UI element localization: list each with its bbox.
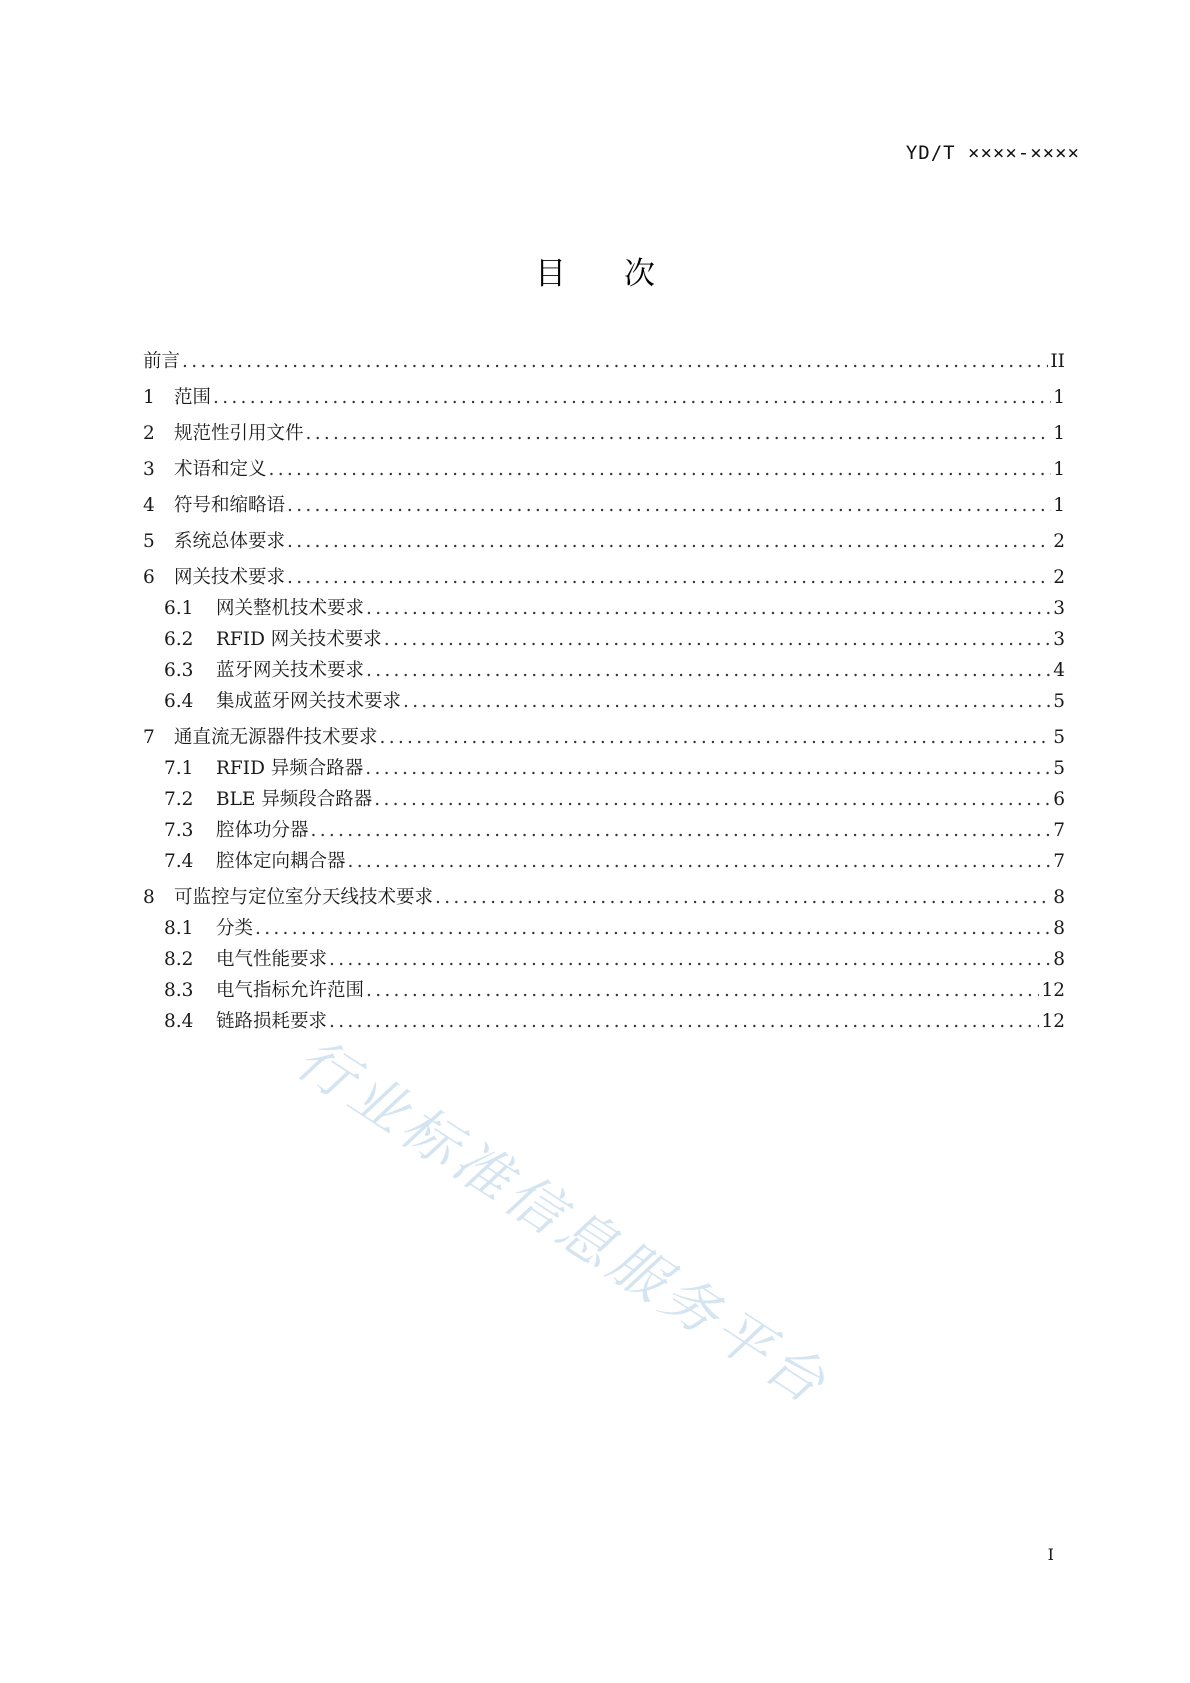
dot-leader bbox=[366, 597, 1051, 621]
toc-entry-label: 规范性引用文件 bbox=[174, 423, 304, 444]
toc-entry-number: 8.2 bbox=[164, 949, 194, 970]
toc-entry[interactable] bbox=[143, 597, 1065, 621]
toc-entry-page: 3 bbox=[1053, 598, 1065, 619]
toc-entry[interactable] bbox=[143, 886, 1065, 910]
toc-entry[interactable] bbox=[143, 850, 1065, 874]
dot-leader bbox=[329, 948, 1051, 972]
toc-entry[interactable] bbox=[143, 659, 1065, 683]
toc-entry[interactable] bbox=[143, 350, 1065, 374]
dot-leader bbox=[366, 979, 1039, 1003]
dot-leader bbox=[380, 726, 1052, 750]
toc-entry-page: 8 bbox=[1053, 918, 1065, 939]
toc-entry[interactable] bbox=[143, 948, 1065, 972]
toc-entry[interactable] bbox=[143, 1010, 1065, 1034]
toc-entry-label: BLE 异频段合路器 bbox=[216, 789, 373, 810]
toc-entry-number: 4 bbox=[143, 495, 155, 516]
toc-entry-number: 6.2 bbox=[164, 629, 194, 650]
toc-entry-page: 5 bbox=[1053, 727, 1065, 748]
toc-entry-page: 7 bbox=[1053, 820, 1065, 841]
table-of-contents bbox=[143, 350, 1065, 1034]
dot-leader bbox=[306, 422, 1052, 446]
dot-leader bbox=[269, 458, 1052, 482]
toc-entry-label: 网关技术要求 bbox=[174, 567, 286, 588]
toc-entry-number: 2 bbox=[143, 423, 155, 444]
toc-entry-label: 电气指标允许范围 bbox=[216, 980, 365, 1001]
toc-entry-number: 8 bbox=[143, 887, 155, 908]
toc-entry-number: 8.1 bbox=[164, 918, 194, 939]
toc-entry[interactable] bbox=[143, 819, 1065, 843]
dot-leader bbox=[287, 494, 1051, 518]
toc-entry-page: 1 bbox=[1053, 387, 1065, 408]
dot-leader bbox=[384, 628, 1051, 652]
toc-entry-label: 链路损耗要求 bbox=[216, 1011, 328, 1032]
dot-leader bbox=[435, 886, 1051, 910]
dot-leader bbox=[287, 530, 1051, 554]
toc-entry-page: 3 bbox=[1053, 629, 1065, 650]
toc-entry-label: 范围 bbox=[174, 387, 212, 408]
toc-entry-page: 2 bbox=[1053, 567, 1065, 588]
dot-leader bbox=[255, 917, 1051, 941]
toc-entry-page: 5 bbox=[1053, 691, 1065, 712]
toc-entry-number: 7.4 bbox=[164, 851, 194, 872]
toc-entry-page: 12 bbox=[1041, 1011, 1065, 1032]
toc-entry[interactable] bbox=[143, 530, 1065, 554]
toc-entry-page: 7 bbox=[1053, 851, 1065, 872]
dot-leader bbox=[374, 788, 1051, 812]
toc-entry[interactable] bbox=[143, 422, 1065, 446]
toc-entry-number: 6.1 bbox=[164, 598, 194, 619]
toc-entry[interactable] bbox=[143, 566, 1065, 590]
toc-entry-page: 8 bbox=[1053, 949, 1065, 970]
toc-entry-label: 通直流无源器件技术要求 bbox=[174, 727, 378, 748]
toc-entry[interactable] bbox=[143, 386, 1065, 410]
toc-entry-number: 8.3 bbox=[164, 980, 194, 1001]
toc-entry-label: 电气性能要求 bbox=[216, 949, 328, 970]
dot-leader bbox=[329, 1010, 1039, 1034]
toc-entry-number: 7.3 bbox=[164, 820, 194, 841]
toc-entry-label: 前言 bbox=[143, 351, 181, 372]
toc-entry[interactable] bbox=[143, 788, 1065, 812]
toc-entry-label: 可监控与定位室分天线技术要求 bbox=[174, 887, 434, 908]
toc-entry[interactable] bbox=[143, 494, 1065, 518]
dot-leader bbox=[311, 819, 1052, 843]
toc-entry-number: 1 bbox=[143, 387, 155, 408]
dot-leader bbox=[182, 350, 1048, 374]
toc-entry[interactable] bbox=[143, 628, 1065, 652]
page-number: I bbox=[1047, 1545, 1054, 1564]
toc-entry[interactable] bbox=[143, 979, 1065, 1003]
toc-entry-page: 2 bbox=[1053, 531, 1065, 552]
toc-entry-number: 7 bbox=[143, 727, 155, 748]
toc-entry-label: 腔体定向耦合器 bbox=[216, 851, 346, 872]
toc-entry[interactable] bbox=[143, 458, 1065, 482]
toc-entry-page: 8 bbox=[1053, 887, 1065, 908]
toc-entry-label: 符号和缩略语 bbox=[174, 495, 286, 516]
dot-leader bbox=[348, 850, 1052, 874]
toc-entry-page: 1 bbox=[1053, 495, 1065, 516]
toc-entry[interactable] bbox=[143, 726, 1065, 750]
toc-entry-page: 5 bbox=[1053, 758, 1065, 779]
standard-code: YD/T ××××-×××× bbox=[905, 142, 1080, 164]
toc-entry-number: 3 bbox=[143, 459, 155, 480]
toc-entry-number: 6 bbox=[143, 567, 155, 588]
toc-entry-number: 7.2 bbox=[164, 789, 194, 810]
toc-entry-page: 6 bbox=[1053, 789, 1065, 810]
toc-entry-number: 6.3 bbox=[164, 660, 194, 681]
toc-entry-page: 1 bbox=[1053, 459, 1065, 480]
toc-entry[interactable] bbox=[143, 757, 1065, 781]
toc-entry-number: 7.1 bbox=[164, 758, 194, 779]
watermark: 行业标准信息服务平台 bbox=[284, 1026, 841, 1419]
dot-leader bbox=[287, 566, 1051, 590]
toc-entry-label: 术语和定义 bbox=[174, 459, 267, 480]
toc-entry-label: 蓝牙网关技术要求 bbox=[216, 660, 365, 681]
toc-entry-label: 分类 bbox=[216, 918, 254, 939]
toc-entry-number: 6.4 bbox=[164, 691, 194, 712]
toc-entry-page: II bbox=[1050, 351, 1065, 372]
page-title: 目次 bbox=[535, 256, 713, 292]
toc-entry-label: RFID 异频合路器 bbox=[216, 758, 364, 779]
dot-leader bbox=[403, 690, 1051, 714]
toc-entry-label: 腔体功分器 bbox=[216, 820, 309, 841]
toc-entry-label: 集成蓝牙网关技术要求 bbox=[216, 691, 402, 712]
toc-entry[interactable] bbox=[143, 917, 1065, 941]
toc-entry-page: 4 bbox=[1053, 660, 1065, 681]
toc-entry-number: 5 bbox=[143, 531, 155, 552]
toc-entry-label: 系统总体要求 bbox=[174, 531, 286, 552]
toc-entry-label: RFID 网关技术要求 bbox=[216, 629, 382, 650]
toc-entry-page: 12 bbox=[1041, 980, 1065, 1001]
toc-entry-page: 1 bbox=[1053, 423, 1065, 444]
toc-entry[interactable] bbox=[143, 690, 1065, 714]
dot-leader bbox=[365, 757, 1051, 781]
dot-leader bbox=[366, 659, 1051, 683]
toc-entry-label: 网关整机技术要求 bbox=[216, 598, 365, 619]
dot-leader bbox=[213, 386, 1051, 410]
toc-entry-number: 8.4 bbox=[164, 1011, 194, 1032]
